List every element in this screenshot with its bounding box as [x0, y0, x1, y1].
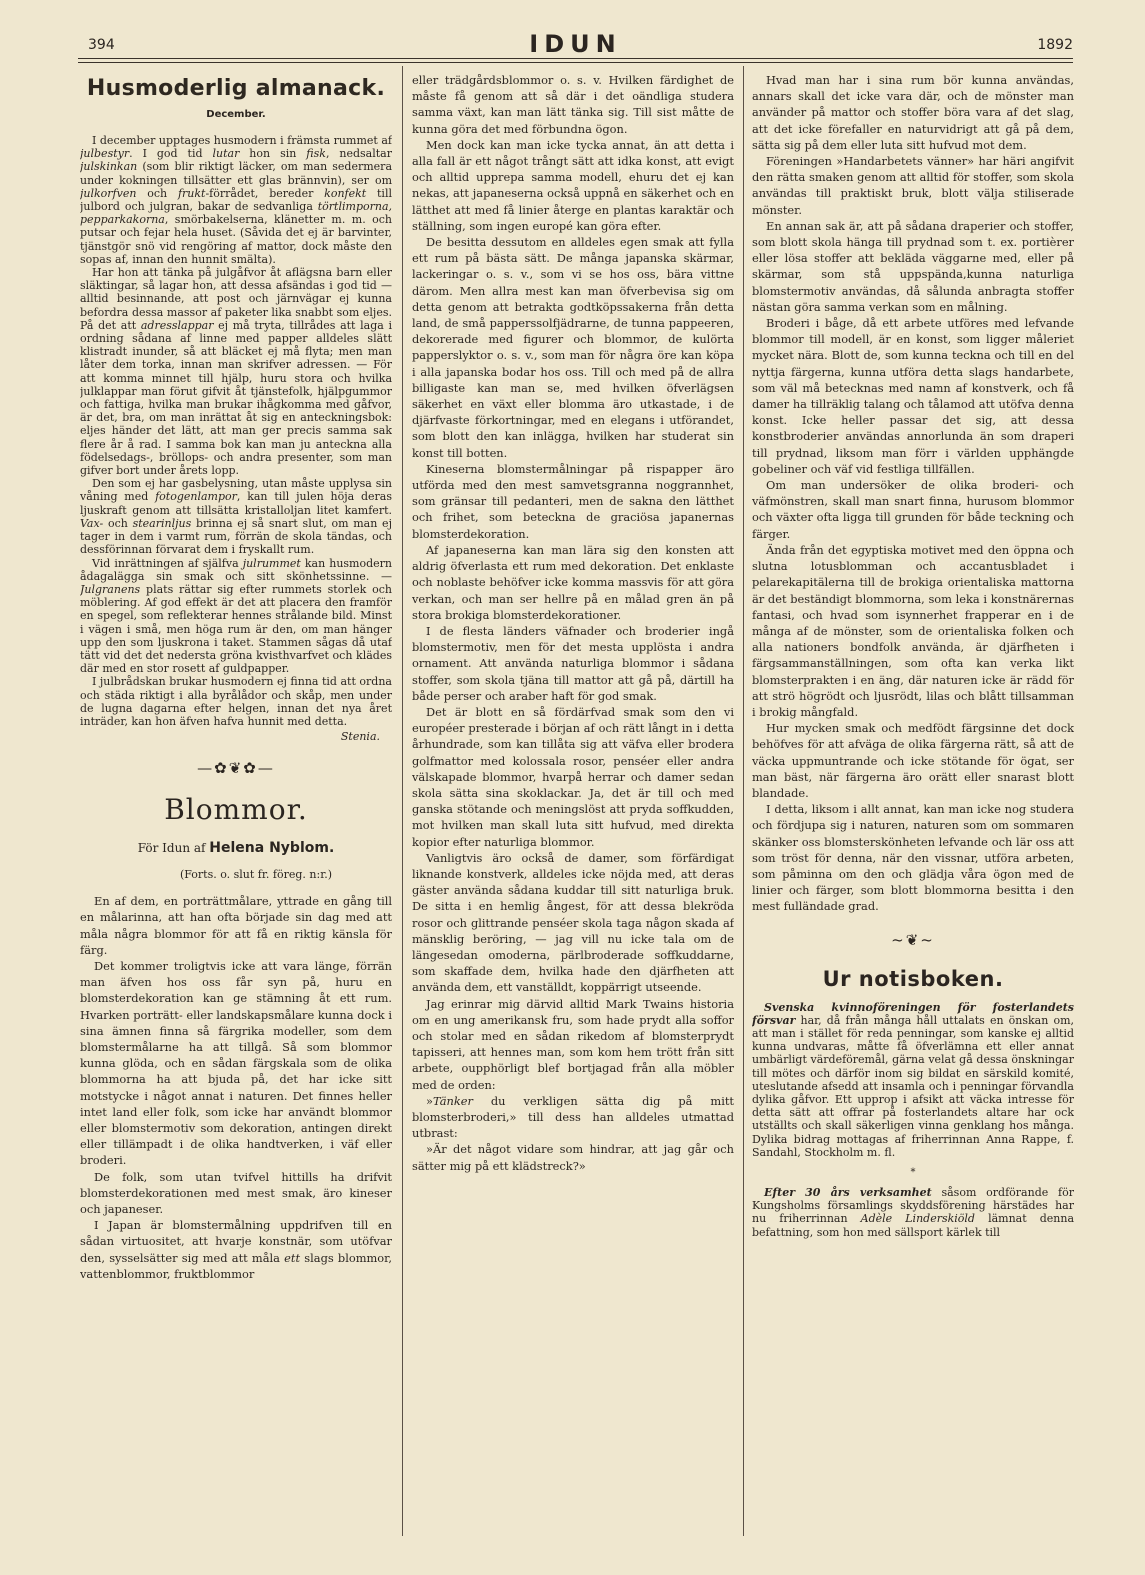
paragraph: Af japaneserna kan man lära sig den konsten att aldrig öfverlasta ett rum med dekoration. Det enklaste och noblaste behöfver icke komma massvis för att göra verkan, och man ser hellre på en målad gren än på stora brokiga blomsterdekorationer. [412, 542, 734, 622]
ornament-divider: —✿❦✿— [197, 759, 275, 778]
header-rule [78, 58, 1073, 59]
paragraph: I detta, liksom i allt annat, kan man icke nog studera och fördjupa sig i naturen, naturen som om sommaren skänker oss blomsterskönheten lefvande och lär oss att som tröst för denna, när den vissnar, utföra arbeten, som påminna om den och glädja våra ögon med de linier och färger, som blott blommorna besitta i den mest fulländade grad. [752, 802, 1074, 914]
column-right [752, 72, 1074, 1542]
paragraph: Det kommer troligtvis icke att vara länge, förrän man äfven hos oss får syn på, huru en blomsterdekoration kan ge stämning åt ett rum. Hvarken porträtt- eller landskapsmålare kunna dock i sina ämnen finna så färgrika modeller, som dem blomstermålarne ha att tillgå. Så som blommor kunna glöda, och en sådan färgskala som de olika blommorna ha att bjuda på, det har icke sitt motstycke i något annat i naturen. Det finnes heller intet land eller folk, som icke har användt blommor eller blomstermotiv som dekoration, antingen direkt eller tillämpadt i de olika handtverken, i väf eller broderi. [80, 958, 392, 1168]
paragraph: eller trädgårdsblommor o. s. v. Hvilken färdighet de måste få genom att så där i det oändliga studera samma växt, kan man lätt tänka sig. Till sist måtte de kunna göra det med förbundna ögon. [412, 73, 734, 136]
paragraph: I julbrådskan brukar husmodern ej finna tid att ordna och städa riktigt i alla byrålådor och skåp, men under de lugna dagarna efter helgen, innan det nya året inträder, kan hon äfven hafva hunnit med detta. [80, 675, 392, 728]
column-divider [743, 66, 744, 1536]
notice-item: Svenska kvinnoföreningen för fosterlandets försvar har, då från många håll uttalats en önskan om, att man i stället för reda penningar, som kanske ej alltid kunna undvaras, måtte få öfverlämna ett eller annat umbärligt värdeföremål, gärna velat gå dessa önskningar till mötes och därför inom sig bildat en särskild komité, uteslutande afsedd att insamla och i penningar förvandla dylika gåfvor. Ett upprop i afsikt att väcka intresse för detta sätt att offrar på fosterlandets altare har ock utställts och skall säkerligen vinna genklang hos många. Dylika bidrag mottagas af friherrinnan Anna Rappe, f. Sandahl, Stockholm m. fl. [752, 1000, 1074, 1159]
magazine-title: IDUN [529, 30, 622, 58]
notice-item: Efter 30 års verksamhet såsom ordförande för Kungsholms församlings skyddsförening härstädes har nu friherrinnan Adèle Linderskiöld lämnat denna befattning, som hon med sällsport kärlek till [752, 1186, 1074, 1239]
paragraph: Om man undersöker de olika broderi- och väfmönstren, skall man snart finna, hurusom blommor och växter ofta ligga till grunden för både teckning och färger. [752, 478, 1074, 541]
paragraph: Föreningen »Handarbetets vänner» har häri angifvit den rätta smaken genom att alltid för stoffer, som skola användas till praktiskt bruk, blott välja stiliserade mönster. [752, 154, 1074, 217]
signature: Stenia. [340, 730, 380, 744]
paragraph: Hur mycken smak och medfödt färgsinne det dock behöfves för att afväga de olika färgerna rätt, så att de väcka uppmuntrande och icke stötande för ögat, ser man bäst, när färgerna äro orätt eller snarast blott blandade. [752, 721, 1074, 800]
paragraph: Men dock kan man icke tycka annat, än att detta i alla fall är ett något trångt sätt att idka konst, att evigt och alltid upprepa samma modell, ehuru det ej kan nekas, att japaneserna också uppnå en säkerhet och en lätthet att med få linier återge en plantas karaktär och ställning, som ingen europé kan göra efter. [412, 137, 734, 233]
paragraph: I Japan är blomstermålning uppdrifven till en sådan virtuositet, att hvarje konstnär, som utöfvar den, sysselsätter sig med att måla ett slags blommor, vattenblommor, fruktblommor [80, 1218, 392, 1281]
year: 1892 [1037, 37, 1073, 53]
column-middle [412, 72, 734, 1542]
story-title: Blommor. [164, 793, 308, 827]
paragraph: Det är blott en så fördärfvad smak som den vi européer presterade i början af och rätt långt in i detta århundrade, som kan tillåta sig att väfva eller brodera golfmattor med kolossala rosor, penséer eller andra välskapade blommor, hvarpå herrar och damer sedan skola sätta sina skoklackar. Ja, det är till och med ganska stötande och meningslöst att pryda soffkudden, mot hvilken man skall luta sitt hufvud, med direkta kopior efter naturliga blommor. [412, 704, 734, 849]
paragraph: En annan sak är, att på sådana draperier och stoffer, som blott skola hänga till prydnad som t. ex. portièrer eller lösa stoffer att bekläda väggarne med, eller på skärmar, som stå uppspända,kunna naturliga blomstermotiv användas, då sålunda anbragta stoffer nästan göra samma verkan som en målning. [752, 218, 1074, 314]
page-number: 394 [88, 37, 115, 53]
paragraph: Vid inrättningen af själfva julrummet kan husmodern ådagalägga sin smak och sitt skönhetssinne. — Julgranens plats rättar sig efter rummets storlek och möblering. Af god effekt är det att placera den framför en spegel, som reflekterar hennes strålande bild. Minst i vägen i små, men höga rum är den, om man hänger upp den som ljuskrona i taket. Stammen sågas då utaf tätt vid det det nedersta gröna kvisthvarfvet och klädes där med en stor rosett af guldpapper. [80, 556, 392, 676]
paragraph: De folk, som utan tvifvel hittills ha drifvit blomsterdekorationen med mest smak, äro kineser och japaneser. [80, 1169, 392, 1216]
paragraph: Den som ej har gasbelysning, utan måste upplysa sin våning med fotogenlampor, kan till julen höja deras ljuskraft genom att tillsätta kristalloljan litet kamfert. Vax- och stearinljus brinna ej så snart slut, om man ej tager in dem i varmt rum, förrän de skola tändas, och dessförinnan förvarat dem i fryskallt rum. [80, 477, 392, 557]
paragraph: »Tänker du verkligen sätta dig på mitt blomsterbroderi,» till dess han alldeles utmattad utbrast: [412, 1093, 734, 1141]
paragraph: En af dem, en porträttmålare, yttrade en gång till en målarinna, att han ofta började sin dag med att måla några blommor för att få en riktig känsla för färg. [80, 894, 392, 957]
paragraph: I december upptages husmodern i främsta rummet af julbestyr. I god tid lutar hon sin fisk, nedsaltar julskinkan (som blir riktigt läcker, om man sedermera under kokningen tillsätter ett glas brännvin), ser om julkorfven och frukt-förrådet, bereder konfekt till julbord och julgran, bakar de sedvanliga törtlimporna, pepparkakorna, smörbakelserna, klänetter m. m. och putsar och fejar hela huset. (Såvida det ej är barvinter, tjänstgör snö vid rengöring af mattor, dock måste den sopas af, innan den hunnit smälta). [80, 134, 392, 266]
column-left [80, 72, 392, 1542]
paragraph: Kineserna blomstermålningar på rispapper äro utförda med den mest samvetsgranna noggrannhet, som gränsar till pedanteri, men de sakna den lätthet och frihet, som beteckna de graciösa japanernas blomsterdekoration. [412, 461, 734, 541]
month-heading: December. [206, 109, 266, 120]
paragraph: »Är det något vidare som hindrar, att jag går och sätter mig på ett klädstreck?» [412, 1142, 734, 1173]
continuation-note: (Forts. o. slut fr. föreg. n:r.) [179, 868, 333, 882]
paragraph: I de flesta länders väfnader och broderier ingå blomstermotiv, men för det mesta upplösta i andra ornament. Att använda naturliga blommor i sådana stoffer, som skola tjäna till mattor att gå på, därtill ha både perser och araber haft för god smak. [412, 623, 734, 703]
ornament-divider: ~❦~ [891, 930, 935, 949]
paragraph: Broderi i båge, då ett arbete utföres med lefvande blommor till modell, är en konst, som ligger måleriet mycket nära. Blott de, som kunna teckna och till en del nyttja färgerna, kunna utföra detta slags handarbete, som väl må betecknas med namn af konstverk, och få damer ha tillräklig talang och tålamod att utöfva denna konst. Icke heller passar det sig, att dessa konstbroderier användas annorlunda än som draperi till prydnad, liksom man förr i världen upphängde gobeliner och väf vid festliga tillfällen. [752, 316, 1074, 476]
article-title-almanack: Husmoderlig almanack. [86, 76, 386, 101]
page-header [78, 30, 1073, 62]
header-rule-2 [78, 62, 1073, 63]
paragraph: Hvad man har i sina rum bör kunna användas, annars skall det icke vara där, och de mönster man använder på mattor och stoffer böra vara af det slag, att det icke förefaller en naturvidrigt att gå på dem, sätta sig på dem eller luta sitt hufvud mot dem. [752, 73, 1074, 152]
byline: För Idun af Helena Nyblom. [137, 840, 335, 857]
paragraph: Vanligtvis äro också de damer, som förfärdigat liknande konstverk, alldeles icke nöjda med, att deras gäster använda sådana kuddar till sitt naturliga bruk. De sitta i en hemlig ångest, för att dessa blekröda rosor och glittrande penséer skola taga någon skada af mänsklig beröring, — jag vill nu icke tala om de längesedan omoderna, pärlbroderade soffkuddarne, som skaffade dem, hvilka hade den djärfheten att använda dem, ett vanställdt, koppärrigt utseende. [412, 850, 734, 995]
column-divider [402, 66, 403, 1536]
paragraph: Har hon att tänka på julgåfvor åt aflägsna barn eller släktingar, så lagar hon, att dessa afsändas i god tid — alltid besinnande, att post och järnvägar ej kunna befordra dessa massor af paketer lika snabbt som eljes. På det att adresslappar ej må tryta, tillrådes att laga i ordning sådana af linne med papper alldeles slätt klistradt inunder, så att bläcket ej må flyta; men man låter dem torka, innan man skrifver adressen. — För att komma minnet till hjälp, huru stora och hvilka julklappar man förut gifvit åt tjänstefolk, hjälpgummor och fattiga, hvilka man brukar ihågkomma med gåfvor, är det, bra, om man inrättat åt sig en anteckningsbok: eljes händer det lätt, att man ger precis samma sak flere år å rad. I samma bok kan man ju anteckna alla födelsedags-, bröllops- och andra presenter, som man gifver bort under årets lopp. [80, 266, 392, 478]
notis-title: Ur notisboken. [822, 966, 1004, 991]
paragraph: Jag erinrar mig därvid alltid Mark Twains historia om en ung amerikansk fru, som hade prydt alla soffor och stolar med en sådan rikedom af blomsterprydt tapisseri, att hennes man, som kom hem trött från sitt arbete, oupphörligt blef bortjagad från alla möbler med de orden: [412, 996, 734, 1092]
paragraph: Ända från det egyptiska motivet med den öppna och slutna lotusblomman och accantusbladet i pelarekapitälerna till de brokiga orientaliska mattorna är det beständigt blommorna, som leka i konstnärernas fantasi, och hvad som isynnerhet frapperar en i de många af de mönster, som de orientaliska folken och alla nationers bondfolk använda, är djärfheten i färgsammanställningen, som ofta kan verka likt blomsterprakten i en äng, där naturen icke är rädd för att strö högrödt och ljusrödt, lilas och blått tillsamman i brokig mångfald. [752, 542, 1074, 719]
paragraph: De besitta dessutom en alldeles egen smak att fylla ett rum på bästa sätt. De många japanska skärmar, lackeringar o. s. v., som vi se hos oss, bära vittne därom. Men allra mest kan man öfverbevisa sig om detta genom att betrakta godtköpssakerna från detta land, de små papperssolfjädrarne, de tunna pappeeren, dekorerade med figurer och blommor, de kulörta papperslyktor o. s. v., som man för några öre kan köpa i alla japanska bodar hos oss. Till och med på de allra billigaste kan man se, med hvilken öfverlägsen säkerhet en växt eller blomma äro utkastade, i de djärfvaste förkortningar, med en elegans i utförandet, som blott den kan inlägga, hvilken har studerat sin konst till botten. [412, 235, 734, 460]
star-divider: * [910, 1167, 916, 1178]
